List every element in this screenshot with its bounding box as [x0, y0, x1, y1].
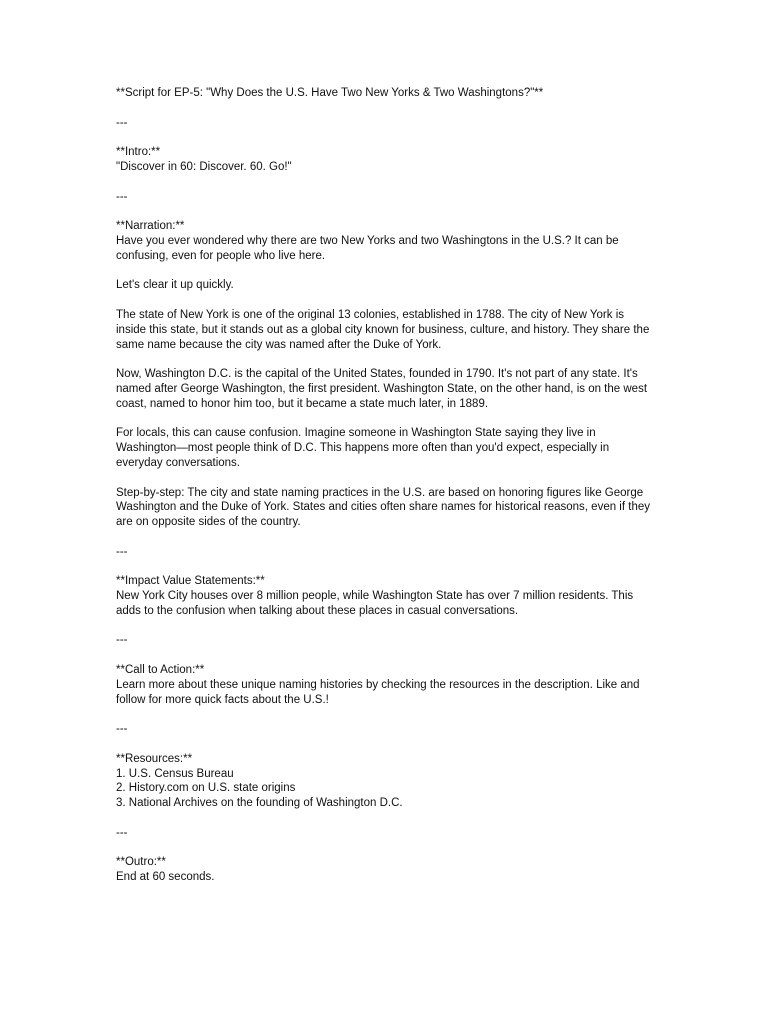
document-body	[116, 86, 652, 885]
narration-paragraph: Now, Washington D.C. is the capital of the United States, founded in 1790. It's not part of any state. It's named after George Washington, the first president. Washington State, on the other hand, is on the west coast, named to honor him too, but it became a state much later, in 1889.	[116, 368, 651, 410]
narration-paragraph: Step-by-step: The city and state naming practices in the U.S. are based on honoring figures like George Washington and the Duke of York. States and cities often share names for historical reasons, even if they are on opposite sides of the country.	[116, 486, 654, 529]
narration-heading: **Narration:**	[116, 220, 185, 233]
separator: ---	[116, 826, 128, 839]
separator: ---	[116, 190, 128, 203]
script-title: **Script for EP-5: "Why Does the U.S. Have Two New Yorks & Two Washingtons?"**	[116, 87, 544, 99]
impact-text: New York City houses over 8 million people, while Washington State has over 7 million residents. This adds to the confusion when talking about these places in casual conversations.	[116, 590, 637, 617]
narration-paragraph: Let's clear it up quickly.	[116, 279, 234, 292]
narration-paragraph: Have you ever wondered why there are two New Yorks and two Washingtons in the U.S.? It can be confusing, even for people who live here.	[116, 234, 622, 262]
separator: ---	[116, 723, 128, 736]
separator: ---	[116, 545, 128, 558]
resource-item: 1. U.S. Census Bureau	[116, 767, 234, 780]
resource-item: 3. National Archives on the founding of Washington D.C.	[116, 797, 403, 810]
cta-heading: **Call to Action:**	[116, 664, 205, 677]
intro-heading: **Intro:**	[116, 146, 161, 159]
resources-heading: **Resources:**	[116, 752, 193, 765]
separator: ---	[116, 634, 128, 647]
narration-paragraph: The state of New York is one of the original 13 colonies, established in 1788. The city of New York is inside this state, but it stands out as a global city known for business, culture, and history. They share the same name because the city was named after the Duke of York.	[116, 308, 653, 351]
outro-heading: **Outro:**	[116, 856, 166, 869]
impact-heading: **Impact Value Statements:**	[116, 575, 265, 588]
intro-text: "Discover in 60: Discover. 60. Go!"	[116, 160, 292, 173]
separator: ---	[116, 116, 128, 129]
outro-text: End at 60 seconds.	[116, 871, 215, 884]
narration-paragraph: For locals, this can cause confusion. Imagine someone in Washington State saying they live in Washington—most people think of D.C. This happens more often than you'd expect, especially in everyday conversations.	[116, 427, 613, 469]
cta-text: Learn more about these unique naming histories by checking the resources in the description. Like and follow for more quick facts about the U.S.!	[116, 678, 643, 706]
resource-item: 2. History.com on U.S. state origins	[116, 782, 296, 795]
